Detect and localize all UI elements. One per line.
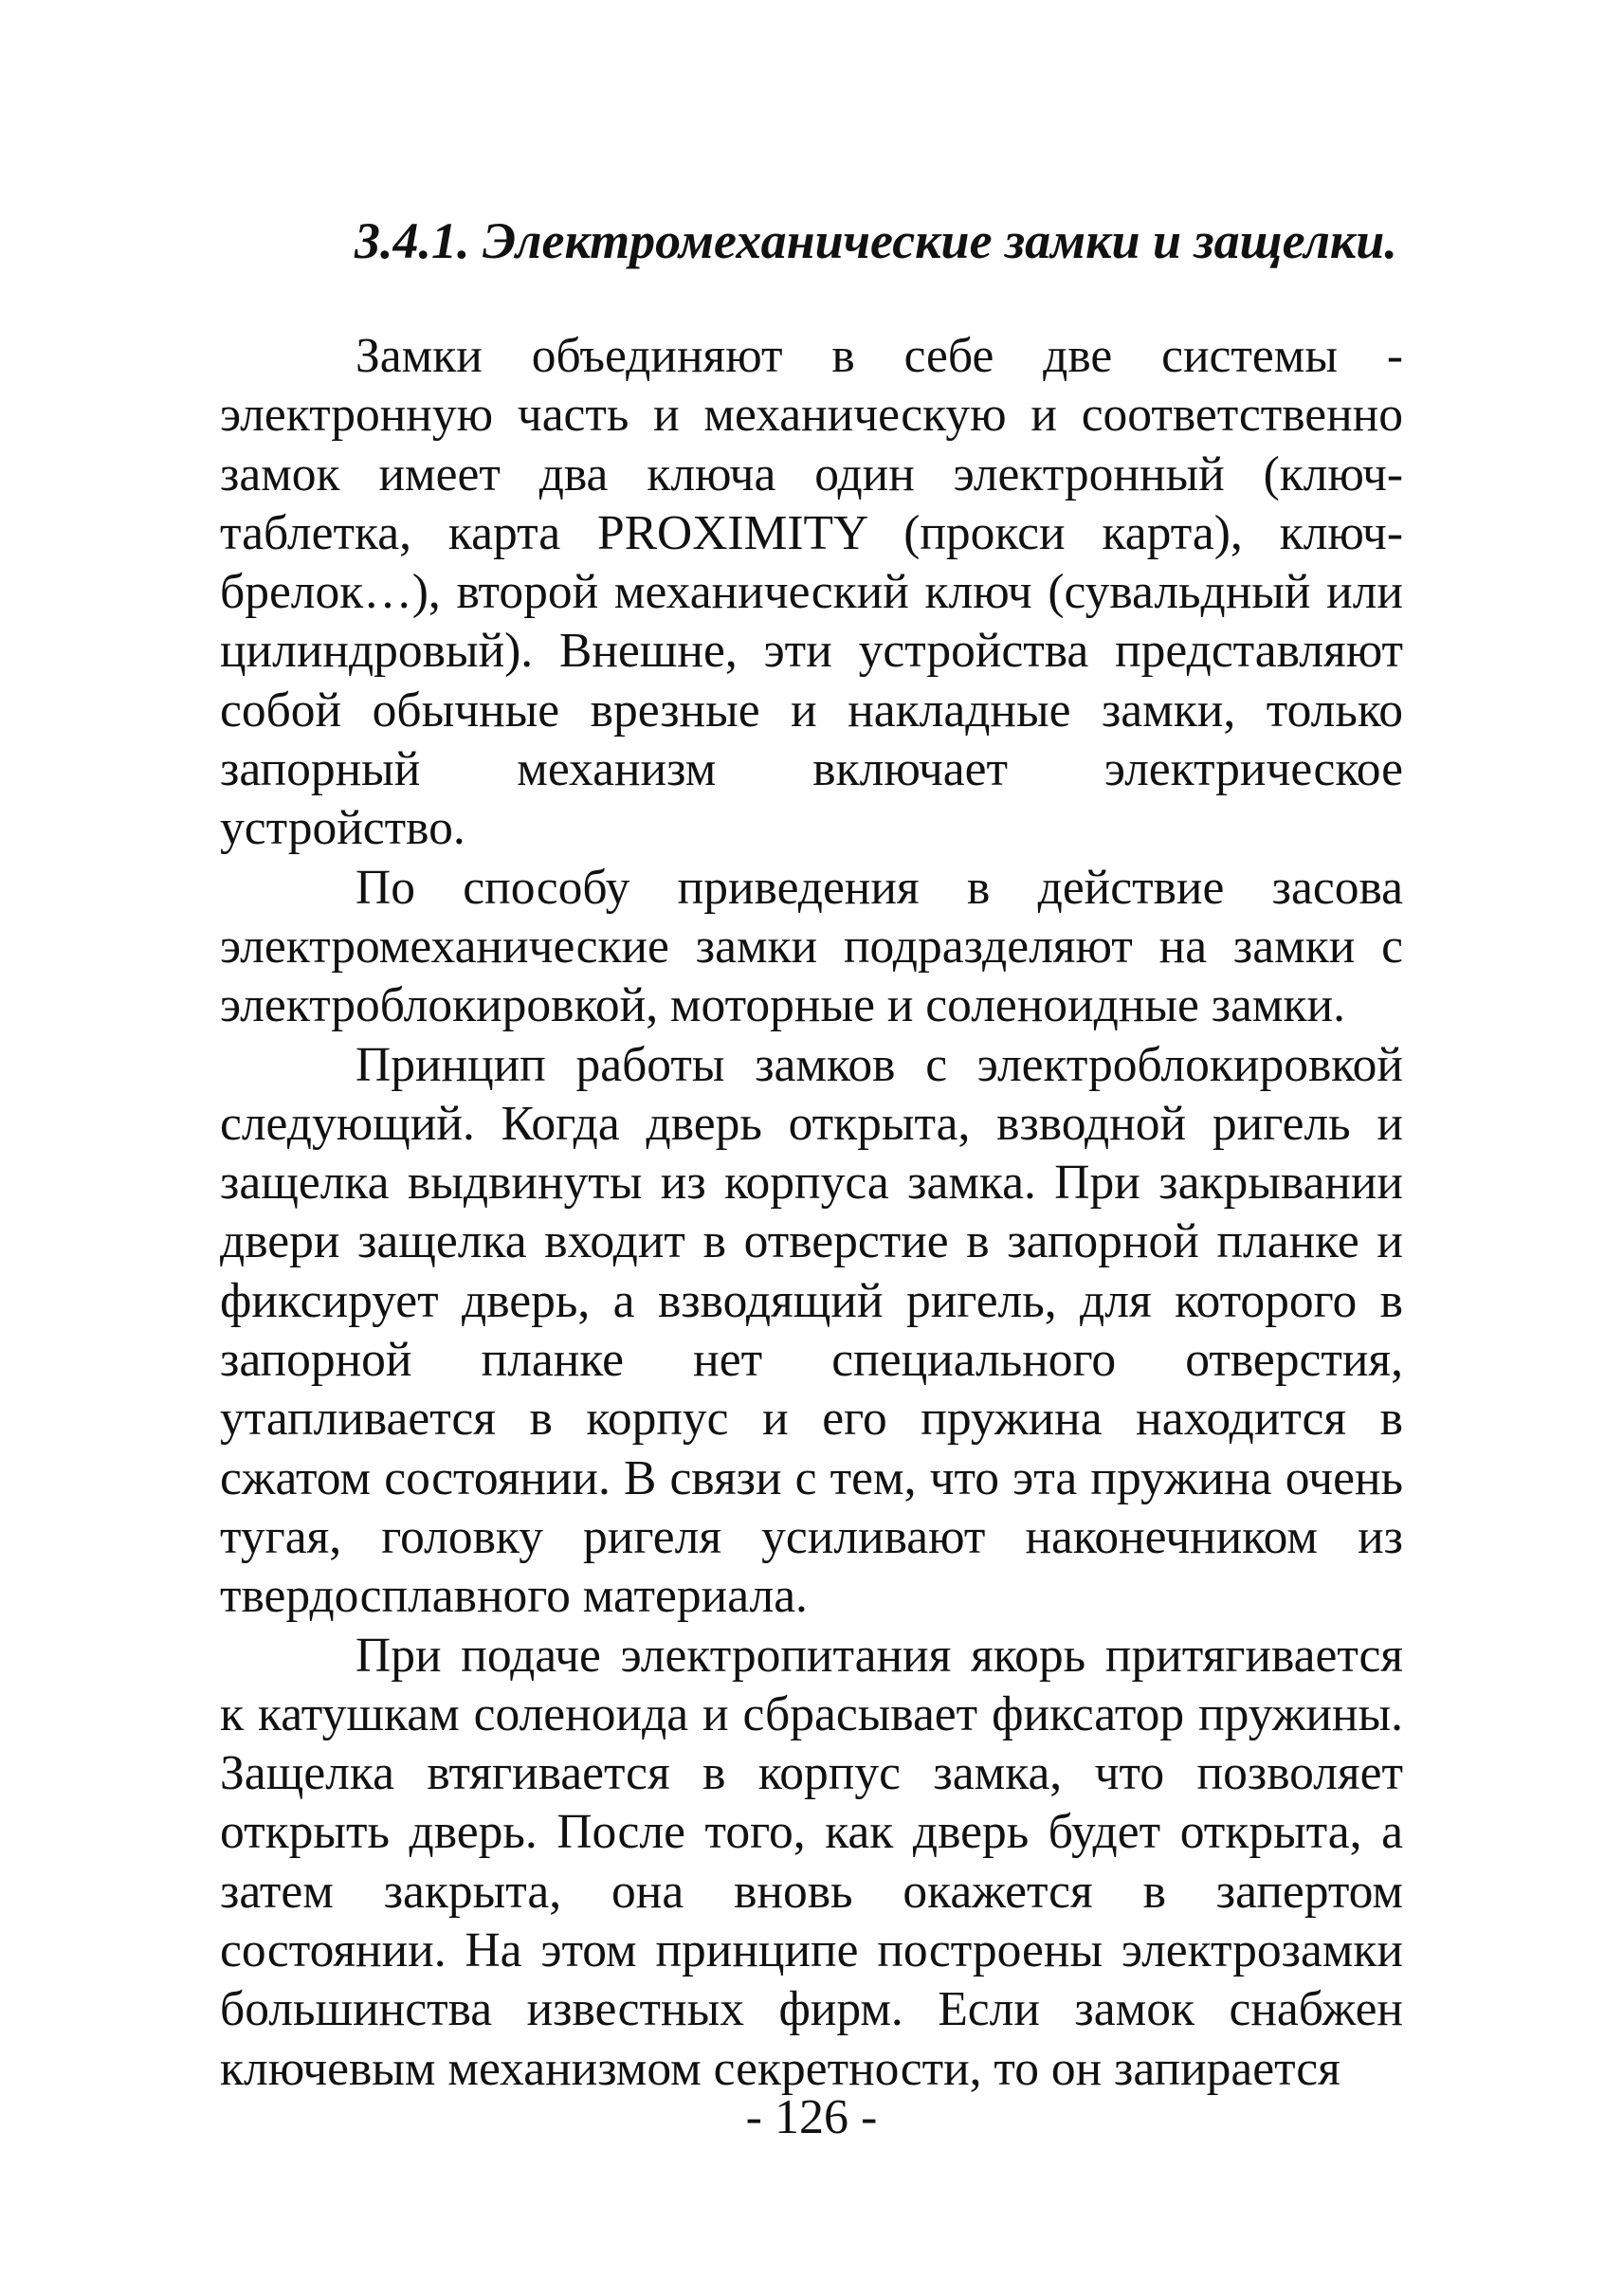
paragraph-2: По способу приведения в действие засова электромеханические замки подразделяют на замки с электроблокировкой, моторные и соленоидные замки. [220,860,1403,1033]
paragraph-1: Замки объединяют в себе две системы - электронную часть и механическую и соответственно замок имеет два ключа один электронный (ключ-таблетка, карта PROXIMITY (прокси карта), ключ-брелок…), второй механический ключ (сувальдный или цилиндровый). Внешне, эти устройства представляют собой обычные врезные и накладные замки, только запорный механизм включает электрическое устройство. [220,329,1403,856]
body-text [220,327,1403,2099]
section-heading: 3.4.1. Электромеханические замки и защелки. [355,212,1397,269]
page-number: - 126 - [745,2090,878,2144]
paragraph-4: При подаче электропитания якорь притягивается к катушкам соленоида и сбрасывает фиксатор пружины. Защелка втягивается в корпус замка, что позволяет открыть дверь. После того, как дверь будет открыта, а затем закрыта, она вновь окажется в запертом состоянии. На этом принципе построены электрозамки большинства известных фирм. Если замок снабжен ключевым механизмом секретности, то он запирается [220,1628,1403,2096]
paragraph-3: Принцип работы замков с электроблокировкой следующий. Когда дверь открыта, взводной ригель и защелка выдвинуты из корпуса замка. При закрывании двери защелка входит в отверстие в запорной планке и фиксирует дверь, а взводящий ригель, для которого в запорной планке нет специального отверстия, утапливается в корпус и его пружина находится в сжатом состоянии. В связи с тем, что эта пружина очень тугая, головку ригеля усиливают наконечником из твердосплавного материала. [220,1037,1403,1624]
